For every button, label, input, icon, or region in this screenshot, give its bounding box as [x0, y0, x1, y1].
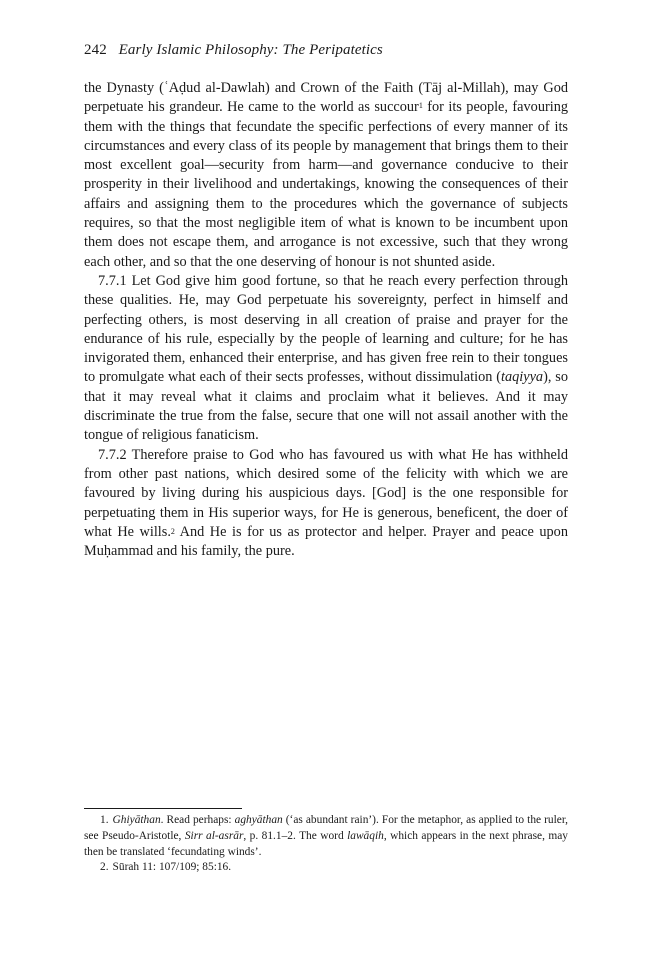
- paragraph-7-7-2-text-b: And He is for us as protector and helper. Prayer and peace upon Muḥammad and his family, the pure.: [84, 523, 568, 560]
- running-head: [84, 42, 383, 59]
- footnote-2-text: Sūrah 11: 107/109; 85:16.: [112, 861, 232, 874]
- paragraph-7-7-2: [84, 446, 568, 562]
- paragraph-7-7-1-text-a: 7.7.1 Let God give him good fortune, so that he reach every perfection through these qualities. He, may God perpetuate his sovereignty, perfect in himself and perfecting others, is most deserving in all creation of praise and prayer for the endurance of his rule, especially by the people of learning and culture; for he has invigorated them, enhanced their enterprise, and has given free rein to their tongues to promulgate what each of their sects professes, without dissimulation (: [84, 272, 568, 386]
- running-head-title: Early Islamic Philosophy: The Peripatetics: [118, 42, 383, 58]
- footnote-1-text-1: . Read perhaps:: [160, 814, 235, 826]
- footnotes: [84, 813, 568, 876]
- main-text: [84, 79, 568, 561]
- footnote-ref-2[interactable]: 2: [170, 526, 175, 536]
- paragraph-1-text-b: for its people, favouring them with the things that fecundate the specific perfections of every manner of its circumstances and every class of its people by management that brings them to their most excellent goal—security from harm—and governance conducive to their prosperity in their livelihood and undertakings, knowing the consequences of their affairs and assigning them to the procedures which the governance of subjects requires, so that the most negligible item of what is known to be incumbent upon them does not escape them, and arrogance is not excessive, such that they wrong each other, and so that the one deserving of honour is not shunted aside.: [84, 99, 568, 270]
- footnote-1-text-3: , p. 81.1–2. The word: [243, 829, 348, 842]
- footnote-1-text-2: (‘as abundant rain’). For the metaphor, as applied to the ruler, see Pseudo-Aristotle,: [84, 814, 569, 842]
- paragraph-1: [84, 79, 568, 272]
- paragraph-1-text-a: the Dynasty (ʿAḍud al-Dawlah) and Crown of the Faith (Tāj al-Millah), may God perpetuate his grandeur. He came to the world as succour: [84, 80, 568, 116]
- footnote-1-text-4: , which appears in the next phrase, may then be translated ‘fecundating winds’.: [84, 829, 568, 858]
- footnote-1: [84, 813, 568, 860]
- paragraph-7-7-2-text-a: 7.7.2 Therefore praise to God who has favoured us with what He has withheld from other past nations, which desired some of the felicity with which we are favoured by living during his auspicious days. [God] is the one responsible for perpetuating them in His superior ways, for He is generous, beneficent, the doer of what He wills.: [84, 446, 568, 540]
- italic-term-taqiyya: taqiyya: [501, 369, 544, 386]
- footnote-ref-1[interactable]: 1: [418, 101, 423, 111]
- footnote-1-italic-4: lawāqih: [347, 829, 384, 842]
- footnote-2-number: 2.: [100, 861, 109, 874]
- footnote-1-italic-3: Sirr al-asrār: [184, 829, 244, 842]
- page-number: 242: [84, 42, 107, 58]
- footnote-2: [84, 860, 568, 876]
- footnote-1-italic-1: Ghiyāthan: [112, 814, 161, 826]
- paragraph-7-7-1-text-b: ), so that it may reveal what it claims and proclaim what it believes. And it may discriminate the true from the false, secure that one will not assail another with the tongue of religious fanaticism.: [84, 369, 569, 444]
- paragraph-7-7-1: [84, 272, 568, 446]
- footnote-1-number: 1.: [100, 814, 109, 826]
- book-page: [84, 0, 568, 975]
- footnote-1-italic-2: aghyāthan: [234, 814, 283, 826]
- footnote-divider: [84, 808, 242, 809]
